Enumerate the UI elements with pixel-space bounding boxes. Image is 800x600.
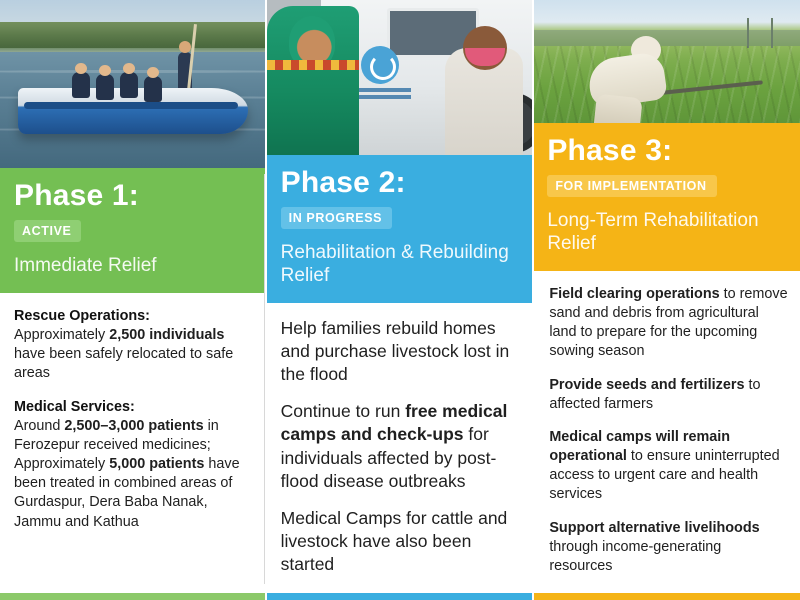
phase-1-title: Phase 1: <box>14 179 139 212</box>
passenger-shape <box>96 74 114 100</box>
block-text <box>549 376 788 414</box>
text-segment: have been treated in combined areas of Gurdaspur, Dera Baba Nanak, Jammu and Kathua <box>14 456 240 530</box>
text-segment-bold: Field clearing operations <box>549 285 720 302</box>
text-segment-bold: 2,500 individuals <box>109 327 225 344</box>
text-segment: for individuals affected by post-flood disease outbreaks <box>280 424 497 491</box>
phase-3-title: Phase 3: <box>547 133 673 167</box>
phase-1-block-1 <box>14 307 253 384</box>
text-segment-bold: 5,000 patients <box>109 456 205 473</box>
passenger-shape <box>120 72 138 98</box>
block-text <box>281 317 520 386</box>
block-text <box>549 519 788 576</box>
phase-2-status-badge: IN PROGRESS <box>281 207 392 229</box>
aid-worker-shape <box>267 6 359 155</box>
phase-2-body <box>267 303 534 600</box>
column-divider <box>532 0 534 600</box>
phase-2-block-2 <box>281 400 520 492</box>
text-segment: Continue to run <box>280 401 406 422</box>
phase-3-status-badge: FOR IMPLEMENTATION <box>547 175 716 197</box>
block-heading: Medical Services: <box>14 398 135 415</box>
phase-1-status-badge: ACTIVE <box>14 220 81 242</box>
phase-3-block-2 <box>549 376 788 414</box>
text-segment: to remove sand and debris from agricultural land to prepare for the upcoming sowing season <box>549 285 788 360</box>
recipient-person-shape <box>445 48 523 155</box>
phase-2-subtitle: Rehabilitation & Rebuilding Relief <box>280 241 509 286</box>
power-pylon-shape <box>771 18 773 48</box>
block-text <box>281 400 520 492</box>
phase-2-photo <box>267 0 534 155</box>
text-segment: have been safely relocated to safe areas <box>14 346 234 382</box>
passenger-shape <box>144 76 162 102</box>
farmer-shape <box>579 34 671 123</box>
column-divider <box>265 0 267 600</box>
text-segment: to affected farmers <box>549 376 761 412</box>
phase-3-subtitle: Long-Term Rehabilitation Relief <box>547 209 759 254</box>
phase-3-block-3 <box>549 428 788 505</box>
phase-2-title: Phase 2: <box>280 165 406 199</box>
text-segment-bold: Provide seeds and fertilizers <box>549 376 745 393</box>
phase-1-subtitle: Immediate Relief <box>14 254 157 276</box>
phase-2-block-1 <box>281 317 520 386</box>
passenger-shape <box>72 72 90 98</box>
phase-1-body <box>0 293 267 600</box>
phase-3-body <box>533 271 800 600</box>
phase-1-banner <box>0 168 267 293</box>
phase-column-1 <box>0 0 267 600</box>
text-segment: Approximately <box>14 327 110 344</box>
text-segment-bold: Medical camps will remain operational <box>549 428 731 465</box>
power-pylon-shape <box>747 18 749 48</box>
block-text <box>14 326 253 383</box>
text-segment-bold: 2,500–3,000 patients <box>64 417 204 434</box>
phase-column-3 <box>533 0 800 600</box>
phase-2-banner <box>267 155 534 303</box>
farmer-leg-shape <box>594 94 644 123</box>
phase-1-accent-bar <box>0 593 267 600</box>
block-text <box>281 507 520 576</box>
text-segment: Medical Camps for cattle and livestock have also been started <box>280 507 508 574</box>
phase-2-accent-bar <box>267 593 534 600</box>
phase-3-photo <box>533 0 800 123</box>
text-segment: in Ferozepur received medicines; Approximately <box>14 417 219 473</box>
text-segment-bold: Support alternative livelihoods <box>549 519 760 536</box>
phase-2-block-3 <box>281 507 520 576</box>
phase-column-2 <box>267 0 534 600</box>
block-text <box>549 428 788 505</box>
united-nations-logo-icon <box>361 46 399 84</box>
text-segment: Around <box>14 417 65 434</box>
phase-3-block-4 <box>549 519 788 576</box>
block-text <box>549 285 788 362</box>
block-heading: Rescue Operations: <box>14 307 150 324</box>
dupatta-stripe <box>267 60 359 70</box>
text-segment: through income-generating resources <box>549 538 722 574</box>
united-nations-label-shape <box>351 88 411 102</box>
face-mask-shape <box>465 48 505 66</box>
phase-1-photo <box>0 0 267 168</box>
block-text <box>14 417 253 532</box>
phase-1-block-2 <box>14 398 253 532</box>
text-segment: Help families rebuild homes and purchase livestock lost in the flood <box>280 318 510 385</box>
phase-3-banner <box>533 123 800 271</box>
phase-3-accent-bar <box>533 593 800 600</box>
text-segment-bold: free medical camps and check-ups <box>280 401 508 445</box>
text-segment: to ensure uninterrupted access to urgent care and health services <box>549 448 780 503</box>
treeline-shape <box>0 22 267 48</box>
phase-3-block-1 <box>549 285 788 362</box>
